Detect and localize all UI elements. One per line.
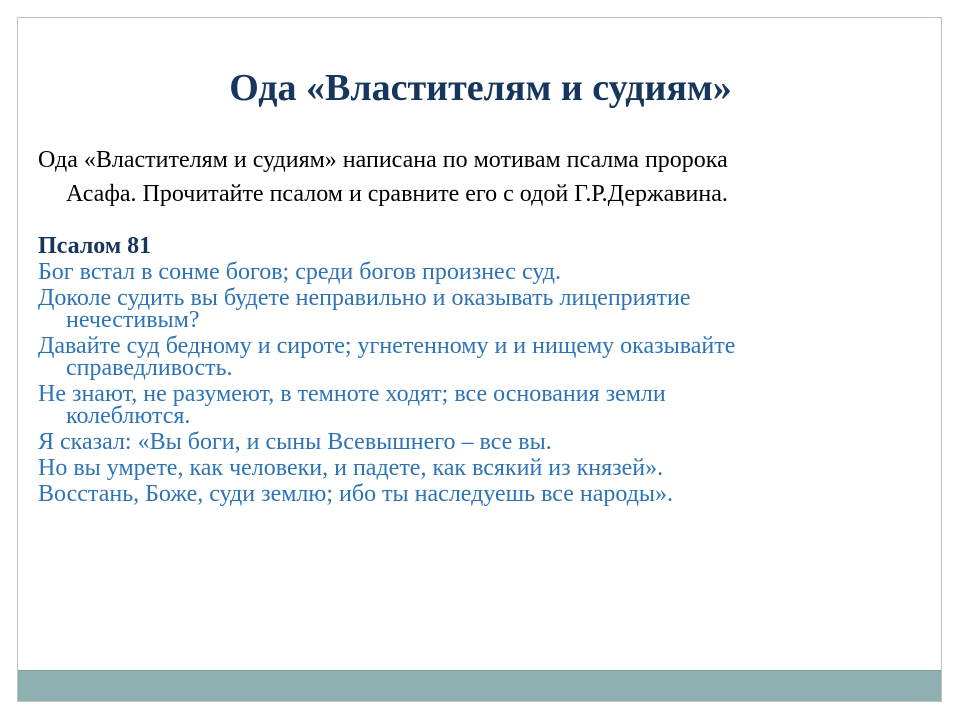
verse-continuation: нечестивым? <box>66 307 200 333</box>
psalm-heading: Псалом 81 <box>38 233 152 259</box>
intro-paragraph <box>38 143 918 211</box>
slide-frame <box>17 17 942 702</box>
slide-title: Ода «Властителям и судиям» <box>229 67 732 109</box>
psalm-verse <box>38 483 928 505</box>
psalm-verse <box>38 335 928 379</box>
psalm-verse <box>38 457 928 479</box>
psalm-verse <box>38 431 928 453</box>
verse-text: Я сказал: «Вы боги, и сыны Всевышнего – все вы. <box>38 429 552 455</box>
psalm-block <box>38 231 928 505</box>
psalm-verse <box>38 287 928 331</box>
verse-text: Восстань, Боже, суди землю; ибо ты наследуешь все народы». <box>38 481 674 507</box>
verse-text: Доколе судить вы будете неправильно и оказывать лицеприятие <box>38 285 691 311</box>
psalm-verse <box>38 383 928 427</box>
verse-text: Давайте суд бедному и сироте; угнетенному и и нищему оказывайте <box>38 333 736 359</box>
footer-bar <box>18 670 941 701</box>
intro-line-2: Асафа. Прочитайте псалом и сравните его с одой Г.Р.Державина. <box>66 181 728 207</box>
psalm-verse <box>38 261 928 283</box>
intro-line-1: Ода «Властителям и судиям» написана по мотивам псалма пророка <box>38 147 728 173</box>
verse-text: Не знают, не разумеют, в темноте ходят; все основания земли <box>38 381 666 407</box>
verse-continuation: колеблются. <box>66 403 191 429</box>
verse-text: Бог встал в сонме богов; среди богов произнес суд. <box>38 259 561 285</box>
verse-continuation: справедливость. <box>66 355 233 381</box>
verse-text: Но вы умрете, как человеки, и падете, как всякий из князей». <box>38 455 664 481</box>
